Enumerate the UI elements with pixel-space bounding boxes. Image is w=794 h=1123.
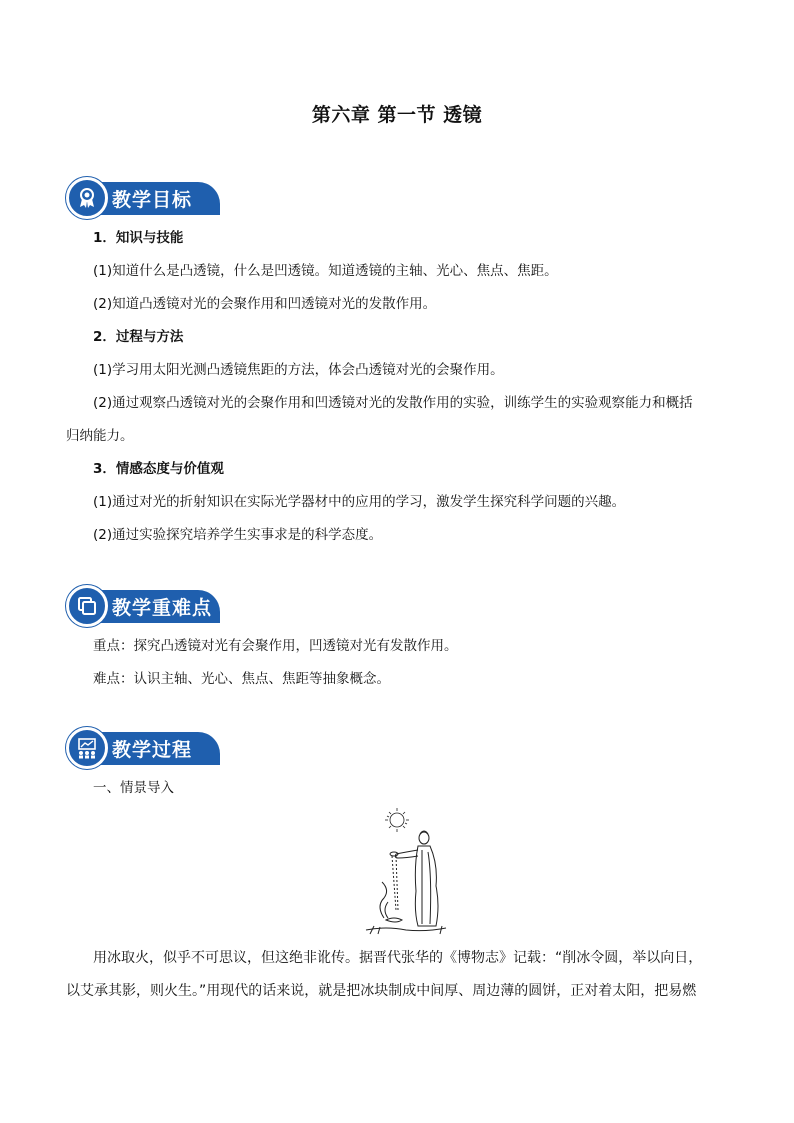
section-heading-label: 教学目标 [112,189,193,211]
process-paragraph-line: 用冰取火，似乎不可思议，但这绝非讹传。据晋代张华的《博物志》记载：“削冰令圆，举以向日， [93,950,703,966]
keypoint-item: 重点：探究凸透镜对光有会聚作用，凹透镜对光有发散作用。 [93,638,458,654]
goal-item: (2)知道凸透镜对光的会聚作用和凹透镜对光的发散作用。 [93,296,437,312]
keypoint-item: 难点：认识主轴、光心、焦点、焦距等抽象概念。 [93,671,390,687]
section-heading-process [66,727,224,769]
goal-item: (1)通过对光的折射知识在实际光学器材中的应用的学习，激发学生探究科学问题的兴趣。 [93,494,626,510]
section-heading-label: 教学过程 [112,739,193,761]
goal-item: (2)通过实验探究培养学生实事求是的科学态度。 [93,527,383,543]
goal-item: 3．情感态度与价值观 [93,461,224,477]
process-intro: 一、情景导入 [93,780,174,796]
section-heading-goals [66,177,224,219]
goal-item: 2．过程与方法 [93,329,184,345]
presentation-audience-icon [66,727,108,769]
ice-lens-fire-illustration [356,806,452,938]
goal-item: (2)通过观察凸透镜对光的会聚作用和凹透镜对光的发散作用的实验，训练学生的实验观察能力和概括 [93,395,693,411]
goal-item: 归纳能力。 [66,428,134,444]
section-heading-keypoints [66,585,224,627]
award-ribbon-icon [66,177,108,219]
process-paragraph-line: 以艾承其影，则火生。”用现代的话来说，就是把冰块制成中间厚、周边薄的圆饼，正对着太阳，把易燃 [66,983,697,999]
section-heading-label: 教学重难点 [112,597,213,619]
goal-item: (1)学习用太阳光测凸透镜焦距的方法，体会凸透镜对光的会聚作用。 [93,362,504,378]
goal-item: (1)知道什么是凸透镜，什么是凹透镜。知道透镜的主轴、光心、焦点、焦距。 [93,263,558,279]
stacked-pages-icon [66,585,108,627]
page-title: 第六章 第一节 透镜 [311,104,483,126]
goal-item: 1．知识与技能 [93,230,184,246]
